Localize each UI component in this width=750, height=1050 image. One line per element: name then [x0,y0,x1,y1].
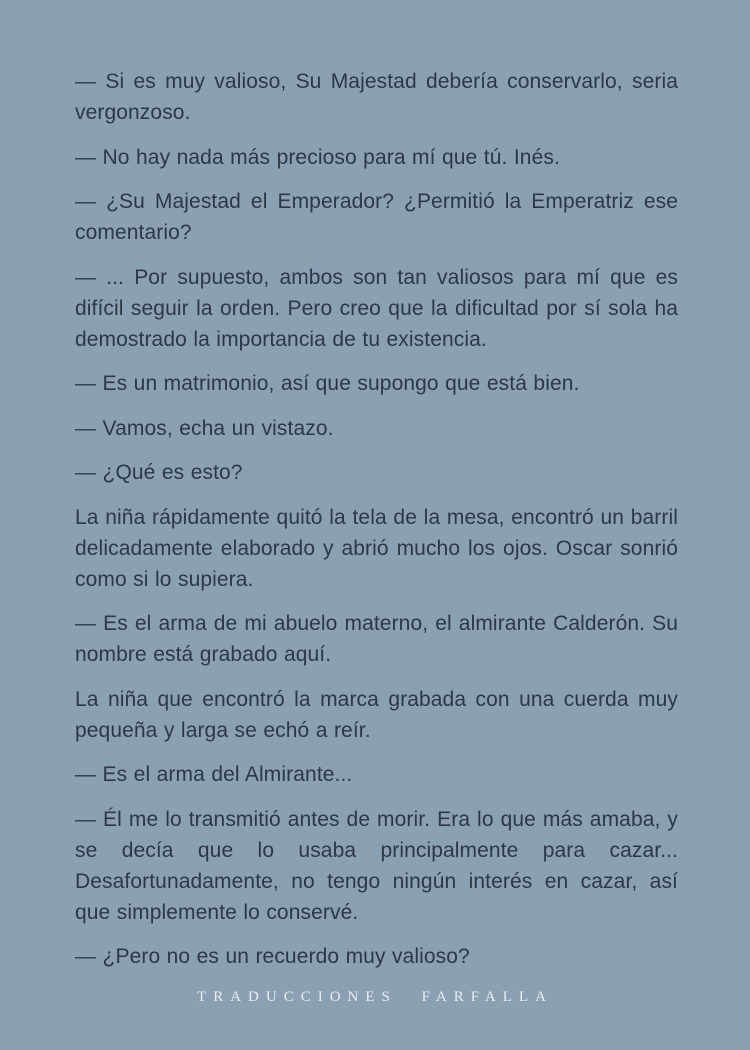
paragraph: La niña rápidamente quitó la tela de la mesa, encontró un barril delicadamente elaborado y abrió mucho los ojos. Oscar sonrió como si lo supiera. [75,505,678,591]
paragraph: — Es un matrimonio, así que supongo que está bien. [75,372,580,395]
paragraph: — Es el arma de mi abuelo materno, el almirante Calderón. Su nombre está grabado aquí. [75,612,678,666]
paragraph: — ¿Qué es esto? [75,461,243,484]
paragraph: — ¿Pero no es un recuerdo muy valioso? [75,945,470,968]
paragraph: — ... Por supuesto, ambos son tan valiosos para mí que es difícil seguir la orden. Pero creo que la dificultad por sí sola ha demostrado la importancia de tu existencia. [75,265,678,351]
paragraph: La niña que encontró la marca grabada con una cuerda muy pequeña y larga se echó a reír. [75,687,678,742]
paragraph: — Él me lo transmitió antes de morir. Era lo que más amaba, y se decía que lo usaba principalmente para cazar... Desafortunadamente, no tengo ningún interés en cazar, así que simplemente lo conservé. [75,807,678,924]
paragraph: — Si es muy valioso, Su Majestad debería conservarlo, seria vergonzoso. [75,70,678,124]
paragraph: — Vamos, echa un vistazo. [75,416,334,440]
story-text [75,66,678,972]
paragraph: — ¿Su Majestad el Emperador? ¿Permitió la Emperatriz ese comentario? [75,190,678,244]
paragraph: — Es el arma del Almirante... [75,763,353,786]
translator-credit: TRADUCCIONES FARFALLA [197,989,553,1005]
paragraph: — No hay nada más precioso para mí que tú. Inés. [75,145,560,169]
